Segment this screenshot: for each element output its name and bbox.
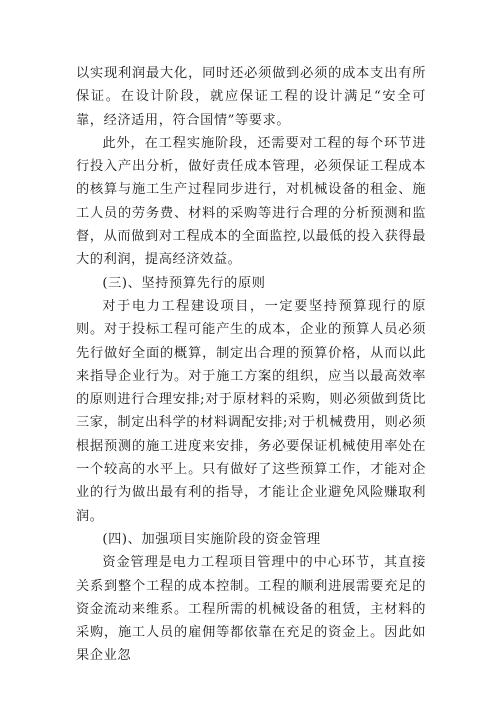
paragraph-fund-management: 资金管理是电力工程项目管理中的中心环节，其直接关系到整个工程的成本控制。工程的顺利进展需要充足的资金流动来维系。工程所需的机械设备的租赁，主材料的采购，施工人员的雇佣等都依靠在充足的资金上。因此如果企业忽 [76,555,426,664]
document-body [76,62,426,668]
paragraph-profit-guarantee: 以实现利润最大化，同时还必须做到必须的成本支出有所保证。在设计阶段，就应保证工程的设计满足“安全可靠，经济适用，符合国情”等要求。 [76,66,426,128]
paragraph-budget-first: 对于电力工程建设项目，一定要坚持预算现行的原则。对于投标工程可能产生的成本，企业的预算人员必须先行做好全面的概算，制定出合理的预算价格，从而以此来指导企业行为。对于施工方案的组织，应当以最高效率的原则进行合理安排;对于原材料的采购，则必须做到货比三家，制定出科学的材料调配安排;对于机械费用，则必须根据预测的施工进度来安排，务必要保证机械使用率处在一个较高的水平上。只有做好了这些预算工作，才能对企业的行为做出最有利的指导，才能让企业避免风险赚取利润。 [76,298,426,524]
section-heading-3: (三)、坚持预算先行的原则 [102,275,266,291]
section-heading-4: (四)、加强项目实施阶段的资金管理 [102,531,321,547]
paragraph-implementation-stage: 此外，在工程实施阶段，还需要对工程的每个环节进行投入产出分析，做好责任成本管理，必须保证工程成本的核算与施工生产过程同步进行，对机械设备的租金、施工人员的劳务费、材料的采购等进行合理的分析预测和监督，从而做到对工程成本的全面监控,以最低的投入获得最大的利润，提高经济效益。 [76,135,426,268]
